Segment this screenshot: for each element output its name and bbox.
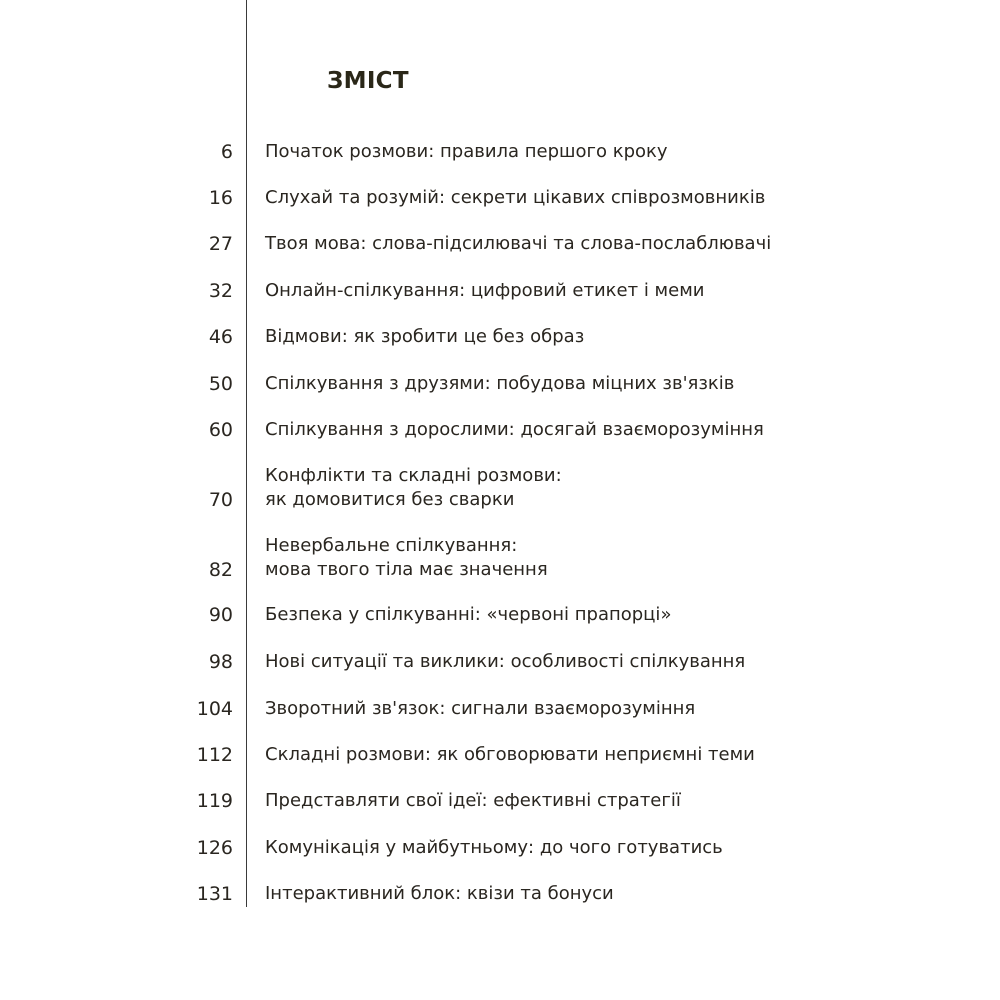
toc-entry-line: Спілкування з друзями: побудова міцних зв'язків: [265, 373, 735, 394]
toc-entry[interactable]: [0, 650, 1000, 674]
toc-page-number: 70: [208, 489, 233, 511]
toc-entry-line: Представляти свої ідеї: ефективні стратегії: [265, 790, 681, 811]
toc-entry-title: [265, 534, 548, 582]
toc-page-number: 46: [208, 326, 233, 348]
toc-page-number: 60: [208, 419, 233, 441]
toc-page-number: 16: [208, 187, 233, 209]
toc-entry[interactable]: [0, 186, 1000, 210]
toc-entry-title: [265, 650, 745, 674]
toc-entry[interactable]: [0, 697, 1000, 721]
toc-entry-title: [265, 140, 668, 164]
toc-entry-title: [265, 186, 765, 210]
toc-entry-line: Безпека у спілкуванні: «червоні прапорці»: [265, 604, 672, 625]
vertical-divider: [246, 0, 247, 907]
toc-page-number: 104: [196, 698, 233, 720]
toc-page-number: 82: [208, 559, 233, 581]
toc-entry[interactable]: [0, 743, 1000, 767]
toc-page-number: 119: [196, 790, 233, 812]
toc-entry-line: Зворотний зв'язок: сигнали взаєморозуміння: [265, 698, 696, 719]
toc-entry-line: Складні розмови: як обговорювати неприємні теми: [265, 744, 755, 765]
toc-page-number: 90: [208, 604, 233, 626]
toc-entry-line: Відмови: як зробити це без образ: [265, 326, 585, 347]
toc-entry-title: [265, 418, 764, 442]
toc-page-number: 50: [208, 373, 233, 395]
toc-page-number: 112: [196, 744, 233, 766]
toc-entry-line: Інтерактивний блок: квізи та бонуси: [265, 883, 614, 904]
toc-entry-line: Слухай та розумій: секрети цікавих співрозмовників: [265, 187, 766, 208]
toc-page-number: 6: [220, 141, 233, 163]
toc-page-number: 27: [208, 233, 233, 255]
toc-page-number: 32: [208, 280, 233, 302]
toc-title: ЗМІСТ: [327, 68, 409, 94]
toc-entry-line: як домовитися без сварки: [265, 489, 515, 510]
toc-entry[interactable]: [0, 534, 1000, 582]
toc-entry-title: [265, 464, 562, 512]
toc-entry-line: Комунікація у майбутньому: до чого готуватись: [265, 837, 723, 858]
toc-page-number: 126: [196, 837, 233, 859]
toc-entry-line: Конфлікти та складні розмови:: [265, 465, 562, 486]
toc-entry-title: [265, 603, 671, 627]
toc-entry[interactable]: [0, 603, 1000, 627]
toc-entry-title: [265, 372, 734, 396]
toc-entry[interactable]: [0, 789, 1000, 813]
toc-entry-line: мова твого тіла має значення: [265, 559, 548, 580]
toc-entry-line: Невербальне спілкування:: [265, 535, 518, 556]
toc-entry[interactable]: [0, 279, 1000, 303]
toc-entry-title: [265, 789, 681, 813]
toc-entry-title: [265, 743, 755, 767]
toc-entry-line: Нові ситуації та виклики: особливості спілкування: [265, 651, 746, 672]
toc-page-number: 131: [196, 883, 233, 905]
toc-entry[interactable]: [0, 882, 1000, 906]
toc-entry[interactable]: [0, 140, 1000, 164]
toc-entry-title: [265, 697, 695, 721]
toc-entry-title: [265, 232, 771, 256]
toc-entry-title: [265, 325, 584, 349]
toc-entry[interactable]: [0, 232, 1000, 256]
toc-entry[interactable]: [0, 325, 1000, 349]
toc-entry-line: Початок розмови: правила першого кроку: [265, 141, 668, 162]
toc-entry-line: Твоя мова: слова-підсилювачі та слова-послаблювачі: [265, 233, 772, 254]
toc-page-number: 98: [208, 651, 233, 673]
toc-entry[interactable]: [0, 418, 1000, 442]
toc-entry-line: Онлайн-спілкування: цифровий етикет і меми: [265, 280, 705, 301]
toc-entry-title: [265, 836, 723, 860]
toc-entry-line: Спілкування з дорослими: досягай взаєморозуміння: [265, 419, 764, 440]
toc-entry[interactable]: [0, 836, 1000, 860]
toc-entry[interactable]: [0, 464, 1000, 512]
toc-entry[interactable]: [0, 372, 1000, 396]
toc-entry-title: [265, 882, 614, 906]
toc-entry-title: [265, 279, 705, 303]
